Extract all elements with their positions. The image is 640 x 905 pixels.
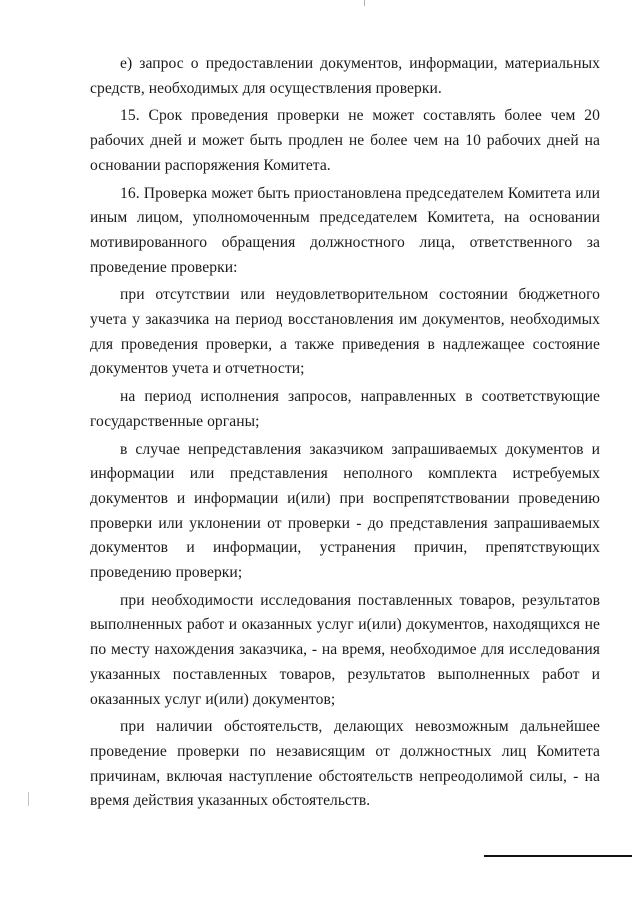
document-body bbox=[90, 52, 600, 817]
paragraph-item-e: е) запрос о предоставлении документов, информации, материальных средств, необходимых для осуществления проверки. bbox=[90, 55, 600, 97]
signature-line bbox=[484, 855, 632, 857]
scan-mark-top bbox=[364, 0, 365, 6]
paragraph-suspension-nondisclosure: в случае непредставления заказчиком запрашиваемых документов и информации или представления неполного комплекта истребуемых документов и информации и(или) при воспрепятствовании проведению проверки или уклонении от проверки - до представления запрашиваемых документов и информации, устранения причин, препятствующих проведению проверки; bbox=[90, 440, 600, 582]
paragraph-15-deadline: 15. Срок проведения проверки не может составлять более чем 20 рабочих дней и может быть продлен не более чем на 10 рабочих дней на основании распоряжения Комитета. bbox=[90, 107, 600, 174]
paragraph-suspension-requests: на период исполнения запросов, направленных в соответствующие государственные органы; bbox=[90, 388, 600, 430]
paragraph-suspension-research: при необходимости исследования поставленных товаров, результатов выполненных работ и оказанных услуг и(или) документов, находящихся не по месту нахождения заказчика, - на время, необходимое для исследования указанных поставленных товаров, результатов выполненных работ и оказанных услуг и(или) документов; bbox=[90, 591, 600, 708]
paragraph-suspension-accounting: при отсутствии или неудовлетворительном состоянии бюджетного учета у заказчика на период восстановления им документов, необходимых для проведения проверки, а также приведения в надлежащее состояние документов учета и отчетности; bbox=[90, 286, 600, 378]
paragraph-suspension-force-majeure: при наличии обстоятельств, делающих невозможным дальнейшее проведение проверки по независящим от должностных лиц Комитета причинам, включая наступление обстоятельств непреодолимой силы, - на время действия указанных обстоятельств. bbox=[90, 718, 600, 810]
scan-mark-margin bbox=[28, 792, 29, 806]
paragraph-16-suspension: 16. Проверка может быть приостановлена председателем Комитета или иным лицом, уполномоченным председателем Комитета, на основании мотивированного обращения должностного лица, ответственного за проведение проверки: bbox=[90, 184, 600, 276]
